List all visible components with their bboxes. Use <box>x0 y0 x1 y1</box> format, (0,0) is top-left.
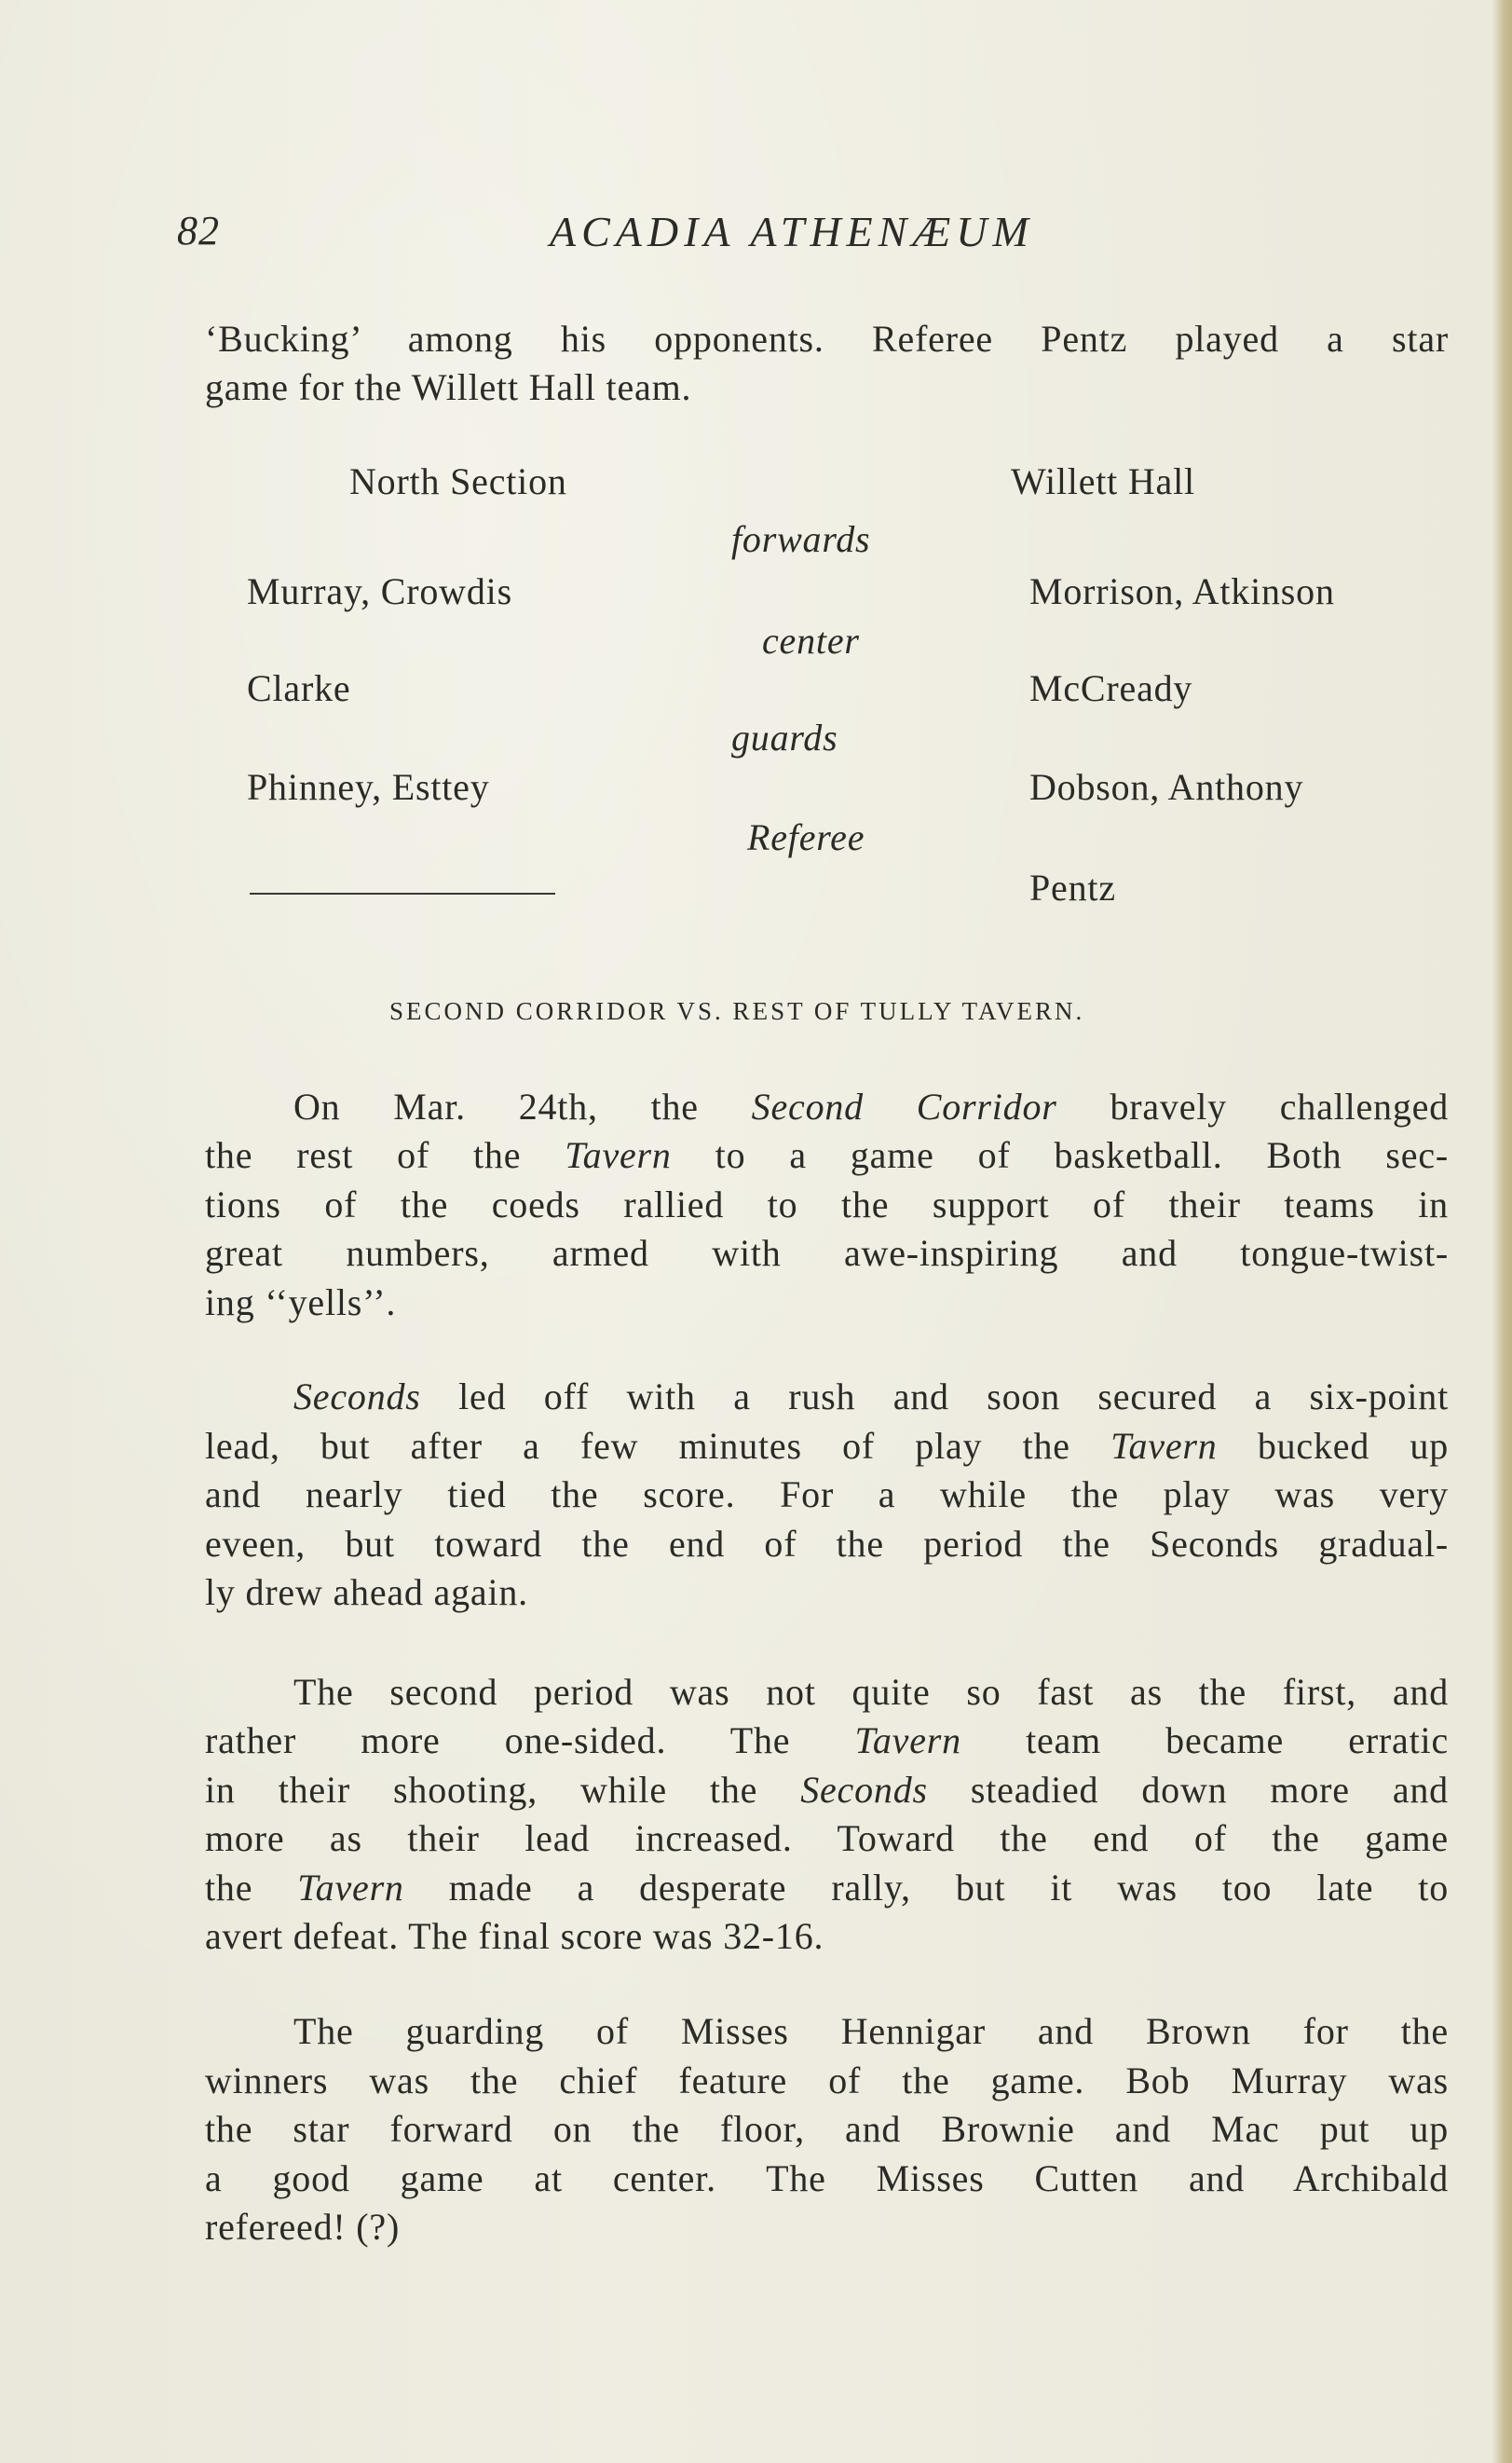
text-run: bravely challenged <box>1056 1086 1450 1128</box>
paragraph-line: eveen, but toward the end of the period the Seconds gradual- <box>205 1523 1449 1565</box>
italic-run: Tavern <box>1110 1425 1218 1467</box>
position-referee: Referee <box>747 816 865 858</box>
text-run: the <box>205 1867 298 1909</box>
right-team-name: Willett Hall <box>1011 460 1195 502</box>
divider-rule <box>250 893 555 895</box>
left-team-name: North Section <box>349 460 567 502</box>
text-run: steadied down more and <box>927 1769 1449 1811</box>
text-run: lead, but after a few minutes of play the <box>205 1425 1111 1467</box>
position-center: center <box>762 620 860 662</box>
intro-line: game for the Willett Hall team. <box>205 366 692 408</box>
right-forwards: Morrison, Atkinson <box>1029 570 1335 612</box>
running-title: ACADIA ATHENÆUM <box>550 208 1034 255</box>
paragraph-line <box>205 1766 1449 1814</box>
text-run: led off with a rush and soon secured a six-point <box>420 1375 1449 1417</box>
paragraph-line <box>205 1422 1449 1471</box>
paragraph-line: avert defeat. The final score was 32-16. <box>205 1915 824 1957</box>
page-header <box>177 207 1109 272</box>
left-forwards: Murray, Crowdis <box>247 570 512 612</box>
italic-run: Tavern <box>854 1719 961 1761</box>
text-run: to a game of basketball. Both sec- <box>671 1134 1450 1176</box>
paragraph-line: the star forward on the floor, and Brownie and Mac put up <box>205 2108 1449 2150</box>
page-edge <box>1492 0 1512 2463</box>
right-guards: Dobson, Anthony <box>1029 766 1304 808</box>
text-run: team became erratic <box>960 1719 1449 1761</box>
left-center: Clarke <box>247 667 351 709</box>
paragraph-line: The second period was not quite so fast as the first, and <box>293 1671 1449 1713</box>
italic-run: Seconds <box>293 1375 421 1417</box>
position-forwards: forwards <box>731 518 871 560</box>
paragraph-line <box>205 1864 1449 1912</box>
text-run: in their shooting, while the <box>205 1769 801 1811</box>
italic-run: Tavern <box>565 1134 672 1176</box>
paragraph-line: more as their lead increased. Toward the end of the game <box>205 1817 1449 1859</box>
paragraph-line <box>293 1373 1449 1421</box>
text-run: made a desperate rally, but it was too late to <box>403 1867 1449 1909</box>
text-run: the rest of the <box>205 1134 565 1176</box>
paragraph-line: tions of the coeds rallied to the support of their teams in <box>205 1184 1449 1225</box>
paragraph-line: The guarding of Misses Hennigar and Brown for the <box>293 2010 1449 2052</box>
italic-run: Tavern <box>297 1867 404 1909</box>
section-heading: SECOND CORRIDOR VS. REST OF TULLY TAVERN. <box>389 997 1085 1025</box>
paragraph-line: ly drew ahead again. <box>205 1571 528 1613</box>
italic-run: Second Corridor <box>751 1086 1057 1128</box>
position-guards: guards <box>731 717 838 759</box>
left-guards: Phinney, Esttey <box>247 766 490 808</box>
paragraph-line: a good game at center. The Misses Cutten and Archibald <box>205 2157 1449 2199</box>
paragraph-line: great numbers, armed with awe-inspiring and tongue-twist- <box>205 1232 1449 1274</box>
paragraph-line: refereed! (?) <box>205 2206 401 2248</box>
paragraph-line <box>205 1717 1449 1765</box>
paragraph-line: and nearly tied the score. For a while the play was very <box>205 1473 1449 1515</box>
right-center: McCready <box>1029 667 1193 709</box>
paragraph-line: winners was the chief feature of the game. Bob Murray was <box>205 2059 1449 2101</box>
text-run: rather more one-sided. The <box>205 1719 855 1761</box>
page-number: 82 <box>177 208 220 253</box>
intro-line: ‘Bucking’ among his opponents. Referee Pentz played a star <box>205 318 1449 360</box>
right-referee: Pentz <box>1029 867 1116 909</box>
paragraph-line: ing ‘‘yells’’. <box>205 1281 397 1323</box>
text-run: On Mar. 24th, the <box>293 1086 752 1128</box>
text-run: bucked up <box>1217 1425 1449 1467</box>
italic-run: Seconds <box>800 1769 928 1811</box>
paragraph-line <box>293 1083 1449 1131</box>
paragraph-line <box>205 1131 1449 1180</box>
